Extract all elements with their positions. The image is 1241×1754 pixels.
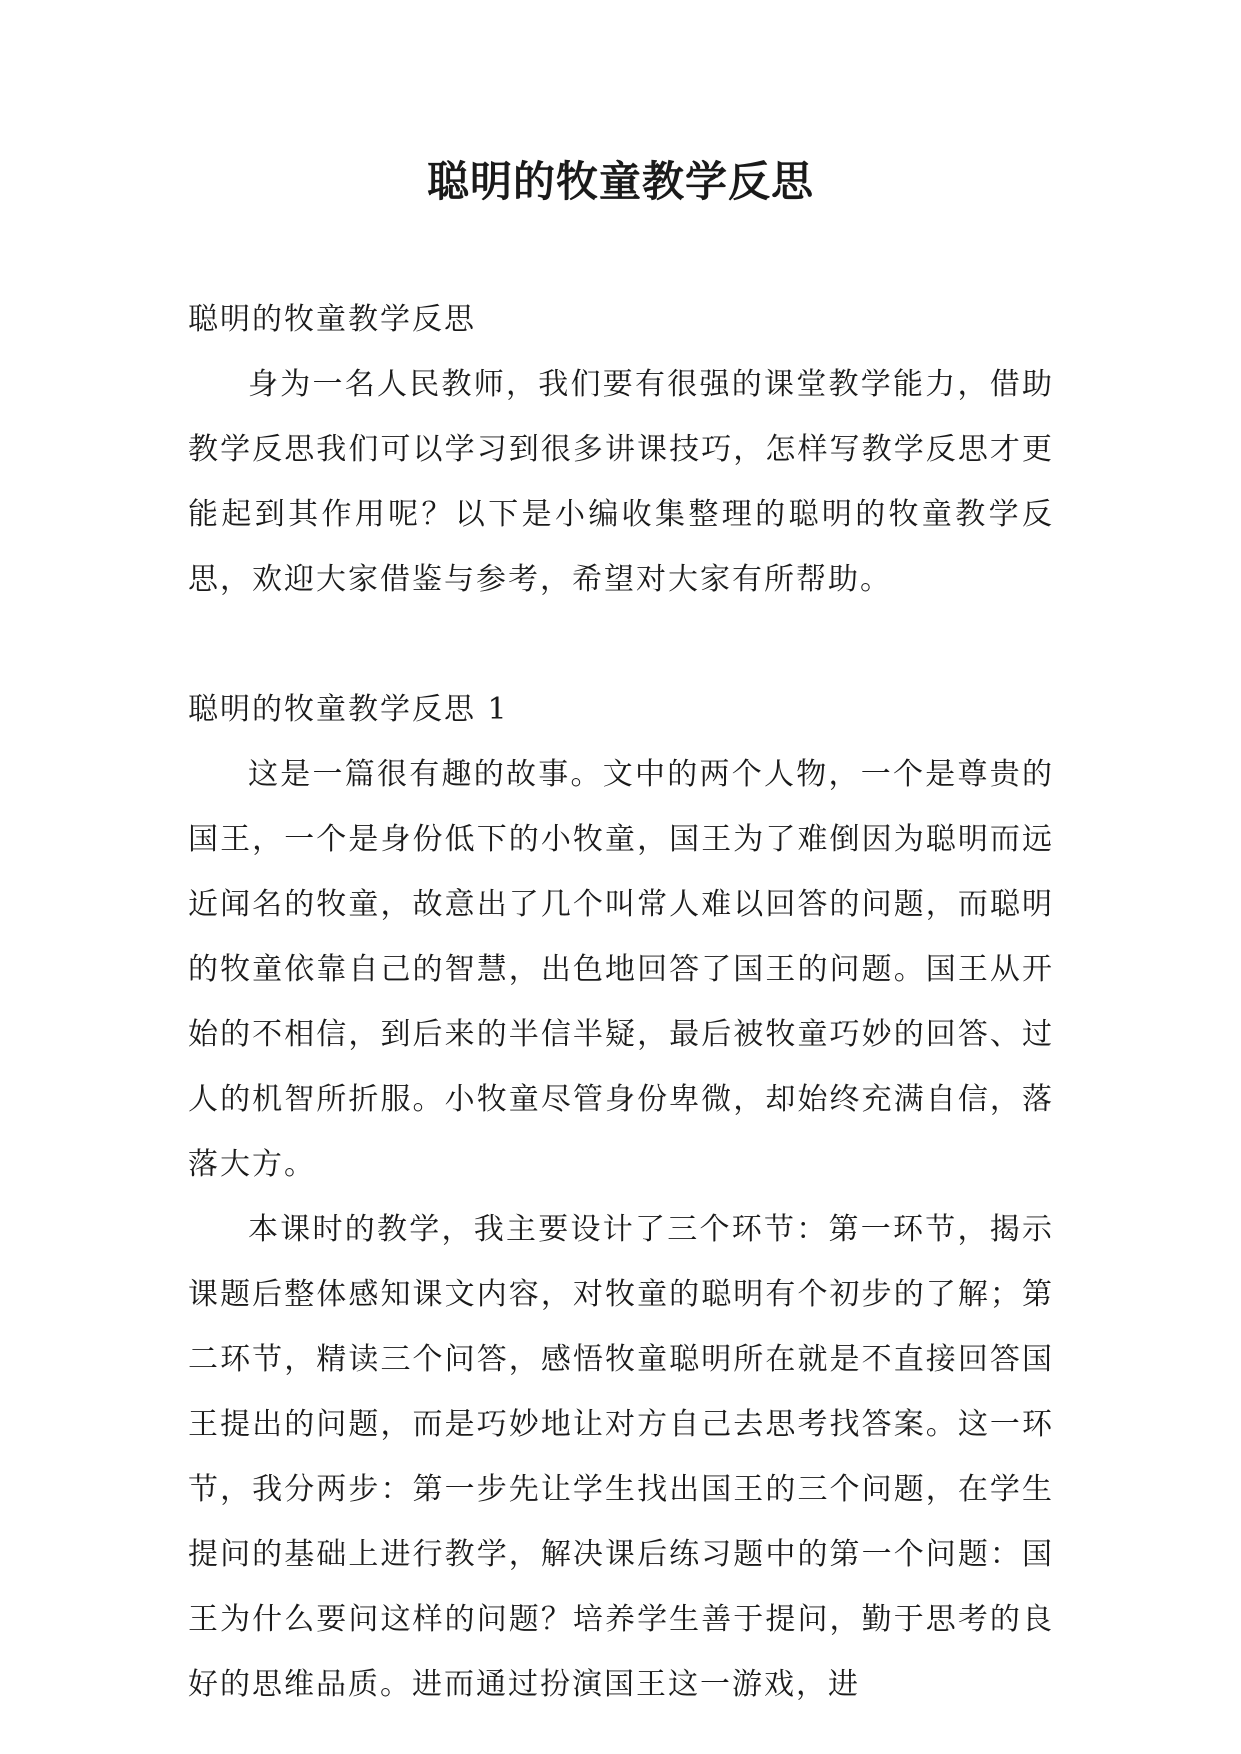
section1-paragraph-2: 本课时的教学，我主要设计了三个环节：第一环节，揭示课题后整体感知课文内容，对牧童的聪明有个初步的了解；第二环节，精读三个问答，感悟牧童聪明所在就是不直接回答国王提出的问题，而是巧妙地让对方自己去思考找答案。这一环节，我分两步：第一步先让学生找出国王的三个问题，在学生提问的基础上进行教学，解决课后练习题中的第一个问题：国王为什么要问这样的问题？培养学生善于提问，勤于思考的良好的思维品质。进而通过扮演国王这一游戏，进	[188, 1212, 1054, 1702]
section1-paragraph-1: 这是一篇很有趣的故事。文中的两个人物，一个是尊贵的国王，一个是身份低下的小牧童，国王为了难倒因为聪明而远近闻名的牧童，故意出了几个叫常人难以回答的问题，而聪明的牧童依靠自己的智慧，出色地回答了国王的问题。国王从开始的不相信，到后来的半信半疑，最后被牧童巧妙的回答、过人的机智所折服。小牧童尽管身份卑微，却始终充满自信，落落大方。	[188, 757, 1054, 1182]
intro-paragraph: 身为一名人民教师，我们要有很强的课堂教学能力，借助教学反思我们可以学习到很多讲课技巧，怎样写教学反思才更能起到其作用呢？以下是小编收集整理的聪明的牧童教学反思，欢迎大家借鉴与参考，希望对大家有所帮助。	[188, 367, 1054, 597]
intro-heading: 聪明的牧童教学反思	[188, 302, 476, 337]
document-body	[188, 287, 1054, 1717]
section1-heading: 聪明的牧童教学反思 1	[188, 692, 509, 727]
section-spacer	[188, 612, 1054, 677]
document-title: 聪明的牧童教学反思	[426, 157, 814, 206]
